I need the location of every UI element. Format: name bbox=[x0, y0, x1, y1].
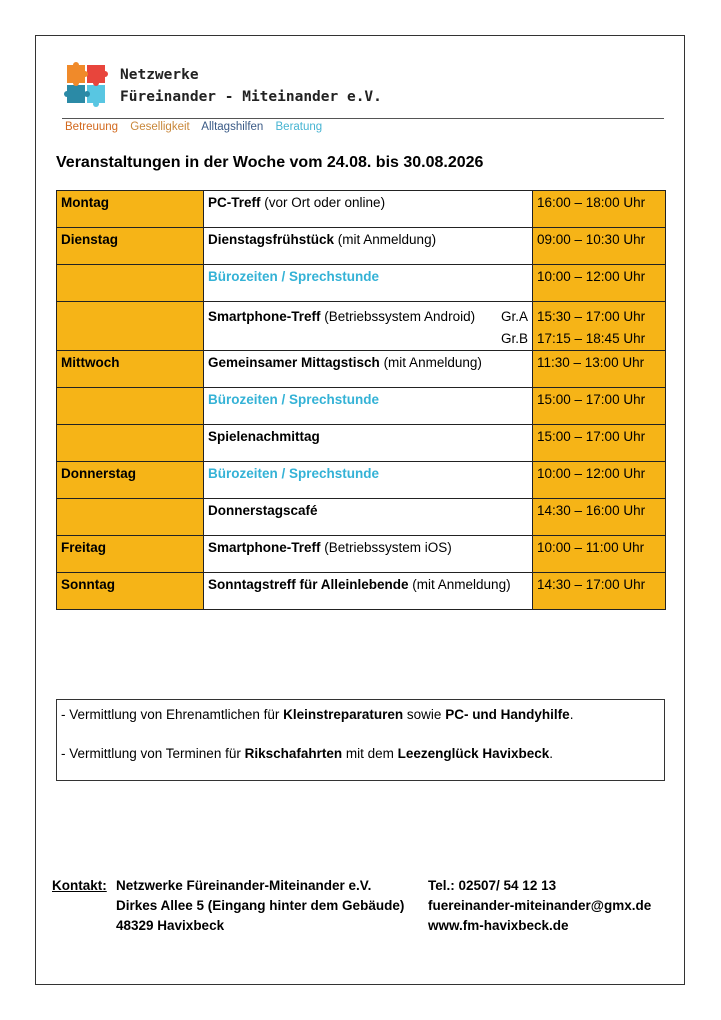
day-cell: Sonntag bbox=[57, 573, 204, 610]
day-cell bbox=[57, 265, 204, 302]
event-title: Bürozeiten / Sprechstunde bbox=[208, 466, 380, 481]
time-cell: 10:00 – 12:00 Uhr bbox=[533, 265, 666, 302]
contact-street: Dirkes Allee 5 (Eingang hinter dem Gebäude) bbox=[116, 898, 405, 913]
group-labels bbox=[501, 302, 528, 350]
notice-line-1 bbox=[61, 706, 660, 724]
event-cell bbox=[204, 536, 533, 573]
notice-box bbox=[56, 699, 665, 781]
event-note: (Betriebssystem Android) bbox=[320, 309, 476, 324]
event-cell bbox=[204, 265, 533, 302]
day-cell: Dienstag bbox=[57, 228, 204, 265]
time-cell: 16:00 – 18:00 Uhr bbox=[533, 191, 666, 228]
event-cell bbox=[204, 388, 533, 425]
tagline bbox=[65, 121, 331, 133]
event-title: Donnerstagscafé bbox=[208, 503, 318, 518]
notice-line-2 bbox=[61, 745, 660, 763]
event-title: Smartphone-Treff bbox=[208, 309, 321, 324]
event-title: Smartphone-Treff bbox=[208, 540, 321, 555]
day-cell: Mittwoch bbox=[57, 351, 204, 388]
table-row bbox=[57, 191, 666, 228]
event-cell bbox=[204, 499, 533, 536]
notice-text: . bbox=[549, 746, 553, 761]
contact-org-name: Netzwerke Füreinander-Miteinander e.V. bbox=[116, 878, 372, 893]
day-cell bbox=[57, 388, 204, 425]
time-cell: 11:30 – 13:00 Uhr bbox=[533, 351, 666, 388]
event-cell bbox=[204, 425, 533, 462]
time-cell: 10:00 – 12:00 Uhr bbox=[533, 462, 666, 499]
table-row bbox=[57, 228, 666, 265]
table-row bbox=[57, 499, 666, 536]
contact-city: 48329 Havixbeck bbox=[116, 918, 225, 933]
tag-geselligkeit: Geselligkeit bbox=[130, 121, 190, 133]
event-title: Gemeinsamer Mittagstisch bbox=[208, 355, 380, 370]
time-cell: 15:00 – 17:00 Uhr bbox=[533, 425, 666, 462]
event-note: (Betriebssystem iOS) bbox=[320, 540, 452, 555]
contact-phone: Tel.: 02507/ 54 12 13 bbox=[428, 878, 557, 893]
notice-text: sowie bbox=[403, 707, 446, 722]
event-title: Dienstagsfrühstück bbox=[208, 232, 335, 247]
time-cell: 09:00 – 10:30 Uhr bbox=[533, 228, 666, 265]
event-title: PC-Treff bbox=[208, 195, 261, 210]
notice-text: . bbox=[569, 707, 574, 722]
event-cell bbox=[204, 302, 533, 351]
org-name-line2: Füreinander - Miteinander e.V. bbox=[120, 89, 382, 105]
time-cell: 14:30 – 17:00 Uhr bbox=[533, 573, 666, 610]
notice-text: - Vermittlung von Ehrenamtlichen für bbox=[61, 707, 284, 722]
table-row bbox=[57, 388, 666, 425]
event-title: Bürozeiten / Sprechstunde bbox=[208, 269, 380, 284]
day-cell: Donnerstag bbox=[57, 462, 204, 499]
event-note: (mit Anmeldung) bbox=[334, 232, 437, 247]
contact-label: Kontakt: bbox=[52, 878, 107, 893]
event-cell bbox=[204, 191, 533, 228]
time-group-a: 15:30 – 17:00 Uhr bbox=[537, 309, 646, 324]
day-cell bbox=[57, 425, 204, 462]
notice-emphasis: Rikschafahrten bbox=[244, 746, 343, 761]
notice-text: mit dem bbox=[342, 746, 398, 761]
contact-website[interactable]: www.fm-havixbeck.de bbox=[428, 918, 569, 933]
day-cell: Freitag bbox=[57, 536, 204, 573]
day-cell bbox=[57, 302, 204, 351]
group-a-label: Gr.A bbox=[500, 309, 528, 324]
event-cell bbox=[204, 228, 533, 265]
org-name bbox=[120, 64, 382, 108]
puzzle-logo-icon bbox=[63, 62, 111, 110]
group-b-label: Gr.B bbox=[500, 331, 528, 346]
schedule-table bbox=[56, 190, 666, 610]
notice-text: - Vermittlung von Terminen für bbox=[61, 746, 245, 761]
notice-emphasis: Kleinstreparaturen bbox=[283, 707, 404, 722]
time-cell: 14:30 – 16:00 Uhr bbox=[533, 499, 666, 536]
tag-betreuung: Betreuung bbox=[65, 121, 119, 133]
time-group-b: 17:15 – 18:45 Uhr bbox=[537, 331, 646, 346]
contact-details bbox=[428, 876, 651, 936]
notice-emphasis: PC- und Handyhilfe bbox=[445, 707, 570, 722]
org-name-line1: Netzwerke bbox=[120, 67, 199, 83]
event-title: Sonntagstreff für Alleinlebende bbox=[208, 577, 409, 592]
tag-alltagshilfen: Alltagshilfen bbox=[201, 121, 264, 133]
event-cell bbox=[204, 462, 533, 499]
tag-beratung: Beratung bbox=[275, 121, 323, 133]
day-cell: Montag bbox=[57, 191, 204, 228]
time-cell: 15:00 – 17:00 Uhr bbox=[533, 388, 666, 425]
table-row bbox=[57, 462, 666, 499]
table-row bbox=[57, 573, 666, 610]
contact-address bbox=[116, 876, 404, 936]
event-note: (mit Anmeldung) bbox=[408, 577, 511, 592]
table-row bbox=[57, 302, 666, 351]
table-row bbox=[57, 536, 666, 573]
day-cell bbox=[57, 499, 204, 536]
time-cell bbox=[533, 302, 666, 351]
notice-emphasis: Leezenglück Havixbeck bbox=[397, 746, 550, 761]
header-divider bbox=[62, 118, 664, 119]
event-cell bbox=[204, 351, 533, 388]
table-row bbox=[57, 425, 666, 462]
event-note: (vor Ort oder online) bbox=[260, 195, 386, 210]
page-title: Veranstaltungen in der Woche vom 24.08. bis 30.08.2026 bbox=[56, 154, 484, 171]
event-note: (mit Anmeldung) bbox=[379, 355, 482, 370]
table-row bbox=[57, 351, 666, 388]
contact-email[interactable]: fuereinander-miteinander@gmx.de bbox=[428, 898, 652, 913]
event-title: Bürozeiten / Sprechstunde bbox=[208, 392, 380, 407]
table-row bbox=[57, 265, 666, 302]
event-cell bbox=[204, 573, 533, 610]
time-cell: 10:00 – 11:00 Uhr bbox=[533, 536, 666, 573]
event-title: Spielenachmittag bbox=[208, 429, 320, 444]
